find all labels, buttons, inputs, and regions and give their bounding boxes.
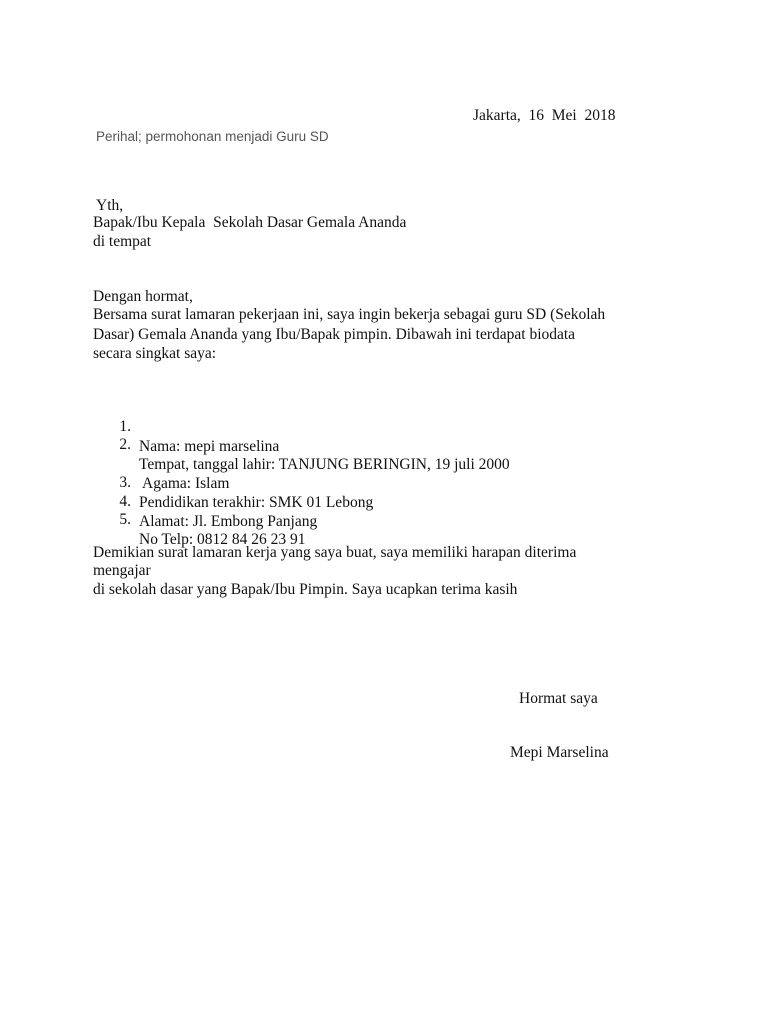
list-item-text: Tempat, tanggal lahir: TANJUNG BERINGIN, 19 juli 2000 xyxy=(139,456,510,473)
list-item-number: 5. xyxy=(119,511,131,528)
closing-line: di sekolah dasar yang Bapak/Ibu Pimpin. Saya ucapkan terima kasih xyxy=(93,581,518,598)
signoff: Hormat saya xyxy=(519,690,598,707)
intro-line: secara singkat saya: xyxy=(93,345,217,362)
list-item-text: Agama: Islam xyxy=(142,475,230,492)
intro-line: Bersama surat lamaran pekerjaan ini, saya ingin bekerja sebagai guru SD (Sekolah xyxy=(93,306,606,323)
closing-line: mengajar xyxy=(93,562,151,579)
recipient-salutation: Yth, xyxy=(96,197,124,214)
list-item-number: 3. xyxy=(119,474,131,491)
letter-subject: Perihal; permohonan menjadi Guru SD xyxy=(96,129,329,144)
recipient-name: Bapak/Ibu Kepala Sekolah Dasar Gemala Ananda xyxy=(93,214,407,231)
list-item-number: 4. xyxy=(119,493,131,510)
list-item-text: Alamat: Jl. Embong Panjang xyxy=(139,513,318,530)
list-item-text: Nama: mepi marselina xyxy=(139,438,280,455)
list-item-text: Pendidikan terakhir: SMK 01 Lebong xyxy=(139,494,374,511)
list-item-text: No Telp: 0812 84 26 23 91 xyxy=(139,531,306,548)
intro-line: Dasar) Gemala Ananda yang Ibu/Bapak pimpin. Dibawah ini terdapat biodata xyxy=(93,326,576,343)
letter-date: Jakarta, 16 Mei 2018 xyxy=(473,107,616,124)
list-item-number: 2. xyxy=(119,436,131,453)
recipient-place: di tempat xyxy=(93,233,152,250)
signature-name: Mepi Marselina xyxy=(510,744,609,761)
opening-greeting: Dengan hormat, xyxy=(93,288,193,305)
closing-line: Demikian surat lamaran kerja yang saya buat, saya memiliki harapan diterima xyxy=(93,544,577,561)
list-item-number: 1. xyxy=(119,418,131,435)
